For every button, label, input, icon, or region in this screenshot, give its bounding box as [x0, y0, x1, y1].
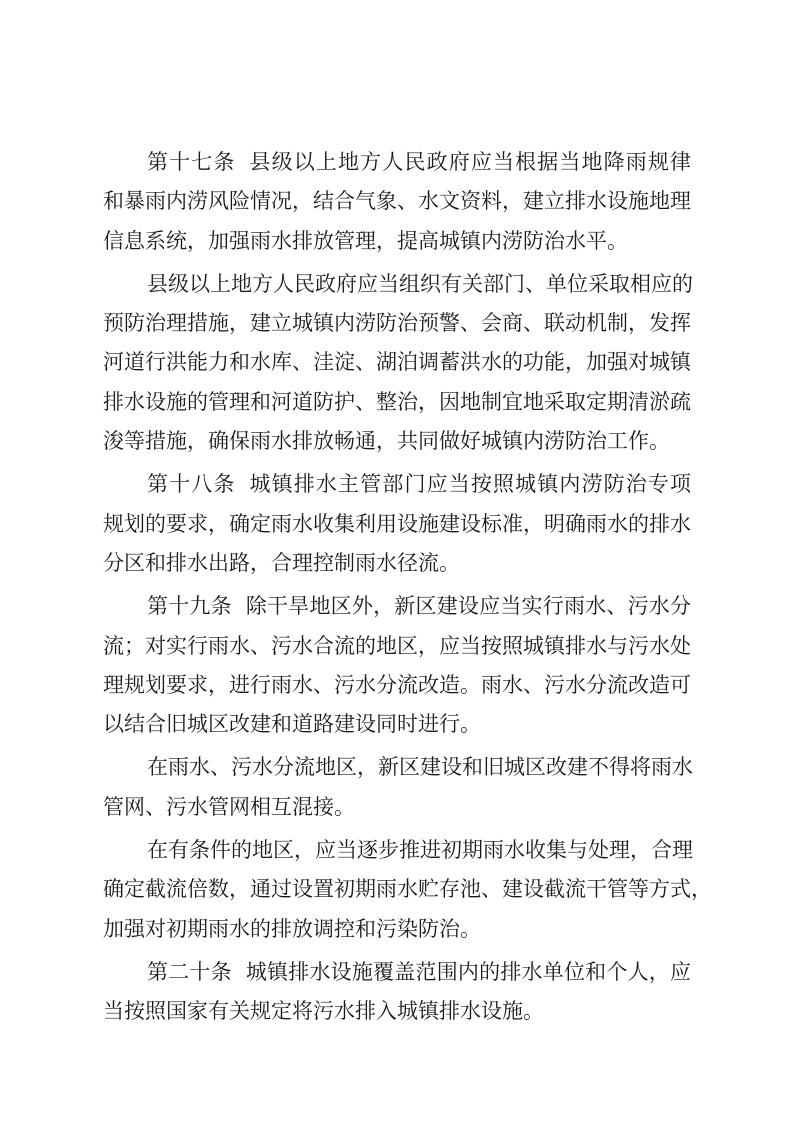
paragraph-line: 河道行洪能力和水库、洼淀、湖泊调蓄洪水的功能，加强对城镇	[103, 350, 691, 375]
paragraph-line: 第十九条 除干旱地区外，新区建设应当实行雨水、污水分	[147, 594, 692, 619]
paragraph-line: 以结合旧城区改建和道路建设同时进行。	[103, 712, 481, 737]
article-number: 第二十条	[147, 959, 232, 984]
article-19-paragraph	[103, 587, 691, 744]
article-number: 第十七条	[147, 150, 236, 174]
initial-rainwater-paragraph	[103, 831, 712, 949]
paragraph-line: 理规划要求，进行雨水、污水分流改造。雨水、污水分流改造可	[103, 672, 691, 697]
paragraph-line: 分区和排水出路，合理控制雨水径流。	[103, 550, 460, 575]
article-number: 第十八条	[147, 472, 236, 497]
paragraph-line: 预防治理措施，建立城镇内涝防治预警、会商、联动机制，发挥	[103, 311, 691, 336]
paragraph-line: 第十七条 县级以上地方人民政府应当根据当地降雨规律	[147, 150, 692, 174]
paragraph-line: 确定截流倍数，通过设置初期雨水贮存池、建设截流干管等方式，	[103, 877, 712, 902]
paragraph-line: 第十八条 城镇排水主管部门应当按照城镇内涝防治专项	[147, 472, 692, 497]
document-body	[103, 143, 712, 1036]
flood-prevention-paragraph	[103, 265, 691, 461]
article-number: 第十九条	[147, 594, 232, 619]
paragraph-line: 在雨水、污水分流地区，新区建设和旧城区改建不得将雨水	[147, 755, 693, 780]
article-18-paragraph	[103, 465, 691, 583]
paragraph-line: 加强对初期雨水的排放调控和污染防治。	[103, 916, 481, 941]
paragraph-line: 第二十条 城镇排水设施覆盖范围内的排水单位和个人，应	[147, 959, 692, 984]
paragraph-line: 信息系统，加强雨水排放管理，提高城镇内涝防治水平。	[103, 228, 628, 253]
paragraph-line: 当按照国家有关规定将污水排入城镇排水设施。	[103, 999, 544, 1024]
paragraph-line: 排水设施的管理和河道防护、整治，因地制宜地采取定期清淤疏	[103, 389, 691, 414]
paragraph-line: 县级以上地方人民政府应当组织有关部门、单位采取相应的	[147, 271, 693, 296]
paragraph-line: 管网、污水管网相互混接。	[103, 794, 355, 819]
paragraph-line: 在有条件的地区，应当逐步推进初期雨水收集与处理，合理	[147, 838, 693, 863]
paragraph-line: 浚等措施，确保雨水排放畅通，共同做好城镇内涝防治工作。	[103, 429, 670, 454]
article-17-paragraph	[103, 143, 691, 261]
paragraph-line: 规划的要求，确定雨水收集利用设施建设标准，明确雨水的排水	[103, 511, 691, 536]
article-20-paragraph	[103, 953, 691, 1032]
paragraph-line: 和暴雨内涝风险情况，结合气象、水文资料，建立排水设施地理	[103, 189, 691, 214]
separate-sewer-paragraph	[103, 748, 691, 827]
paragraph-line: 流；对实行雨水、污水合流的地区，应当按照城镇排水与污水处	[103, 633, 691, 658]
